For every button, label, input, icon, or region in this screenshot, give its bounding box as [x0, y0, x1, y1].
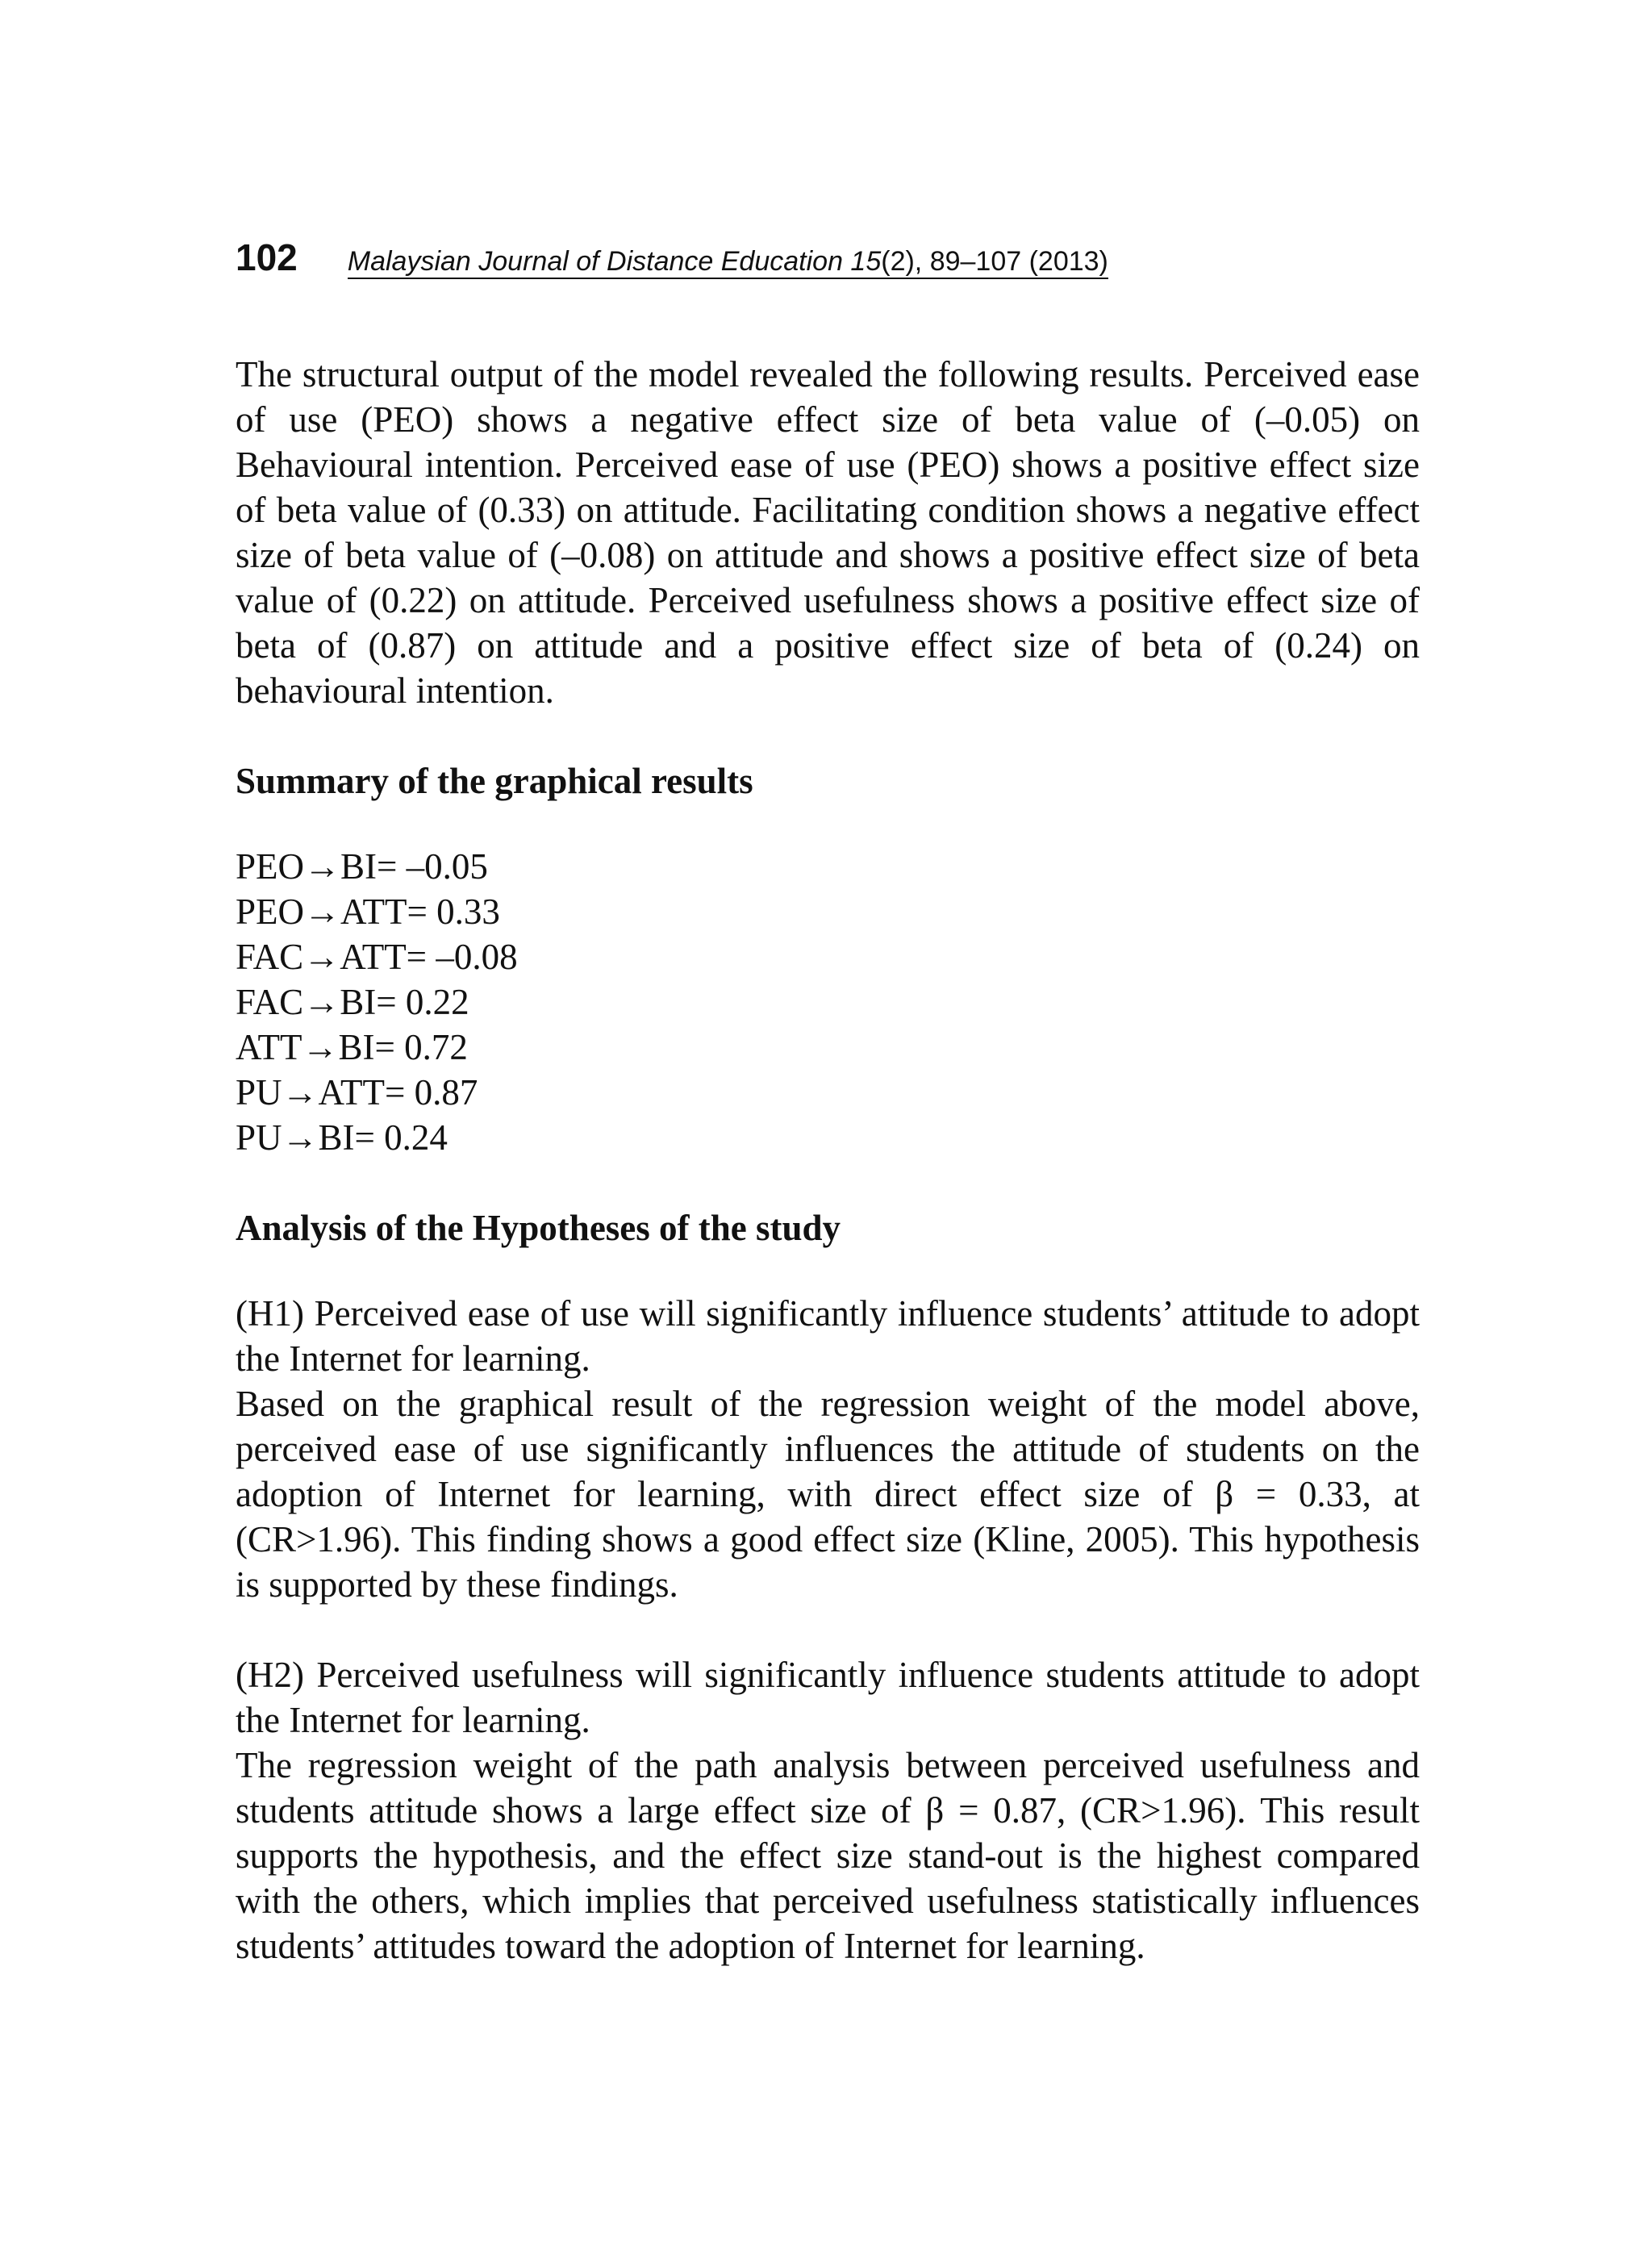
journal-citation: [348, 247, 1108, 279]
analysis-heading: Analysis of the Hypotheses of the study: [236, 1208, 841, 1248]
spacer: [236, 1160, 1420, 1205]
hypothesis-1-result: Based on the graphical result of the regression weight of the model above, perceived ease of use significantly influences the attitude of students on the adoption of Internet for learning, with direct effect size of β = 0.33, at (CR>1.96). This finding shows a good effect size (Kline, 2005). This hypothesis is supported by these findings.: [236, 1384, 1420, 1605]
summary-list: [236, 844, 1420, 1160]
summary-item: PEO→BI= –0.05: [236, 846, 488, 887]
hypothesis-2-statement: (H2) Perceived usefulness will significantly influence students attitude to adopt the Internet for learning.: [236, 1655, 1420, 1740]
summary-item: FAC→ATT= –0.08: [236, 937, 518, 977]
spacer: [236, 1250, 1420, 1291]
spacer: [236, 713, 1420, 758]
journal-issue: (2), 89–107 (2013): [881, 246, 1108, 277]
intro-paragraph: The structural output of the model revealed the following results. Perceived ease of use (PEO) shows a negative effect size of beta value of (–0.05) on Behavioural intention. Perceived ease of use (PEO) shows a positive effect size of beta value of (0.33) on attitude. Facilitating condition shows a negative effect size of beta value of (–0.08) on attitude and shows a positive effect size of beta value of (0.22) on attitude. Perceived usefulness shows a positive effect size of beta of (0.87) on attitude and a positive effect size of beta of (0.24) on behavioural intention.: [236, 354, 1420, 711]
spacer: [236, 1607, 1420, 1652]
running-head: [236, 236, 1179, 284]
summary-item: FAC→BI= 0.22: [236, 982, 469, 1022]
summary-item: PEO→ATT= 0.33: [236, 891, 500, 932]
body-text: [236, 352, 1420, 1969]
journal-title: Malaysian Journal of Distance Education 15: [347, 246, 882, 277]
summary-heading: Summary of the graphical results: [236, 761, 753, 801]
hypothesis-2-result: The regression weight of the path analysis between perceived usefulness and students attitude shows a large effect size of β = 0.87, (CR>1.96). This result supports the hypothesis, and the effect size stand-out is the highest compared with the others, which implies that perceived usefulness statistically influences students’ attitudes toward the adoption of Internet for learning.: [236, 1745, 1420, 1966]
summary-item: ATT→BI= 0.72: [236, 1027, 468, 1067]
summary-item: PU→ATT= 0.87: [236, 1072, 478, 1113]
spacer: [236, 804, 1420, 844]
page-number: 102: [236, 236, 298, 278]
hypothesis-1-statement: (H1) Perceived ease of use will significantly influence students’ attitude to adopt the Internet for learning.: [236, 1293, 1420, 1379]
summary-item: PU→BI= 0.24: [236, 1117, 448, 1158]
